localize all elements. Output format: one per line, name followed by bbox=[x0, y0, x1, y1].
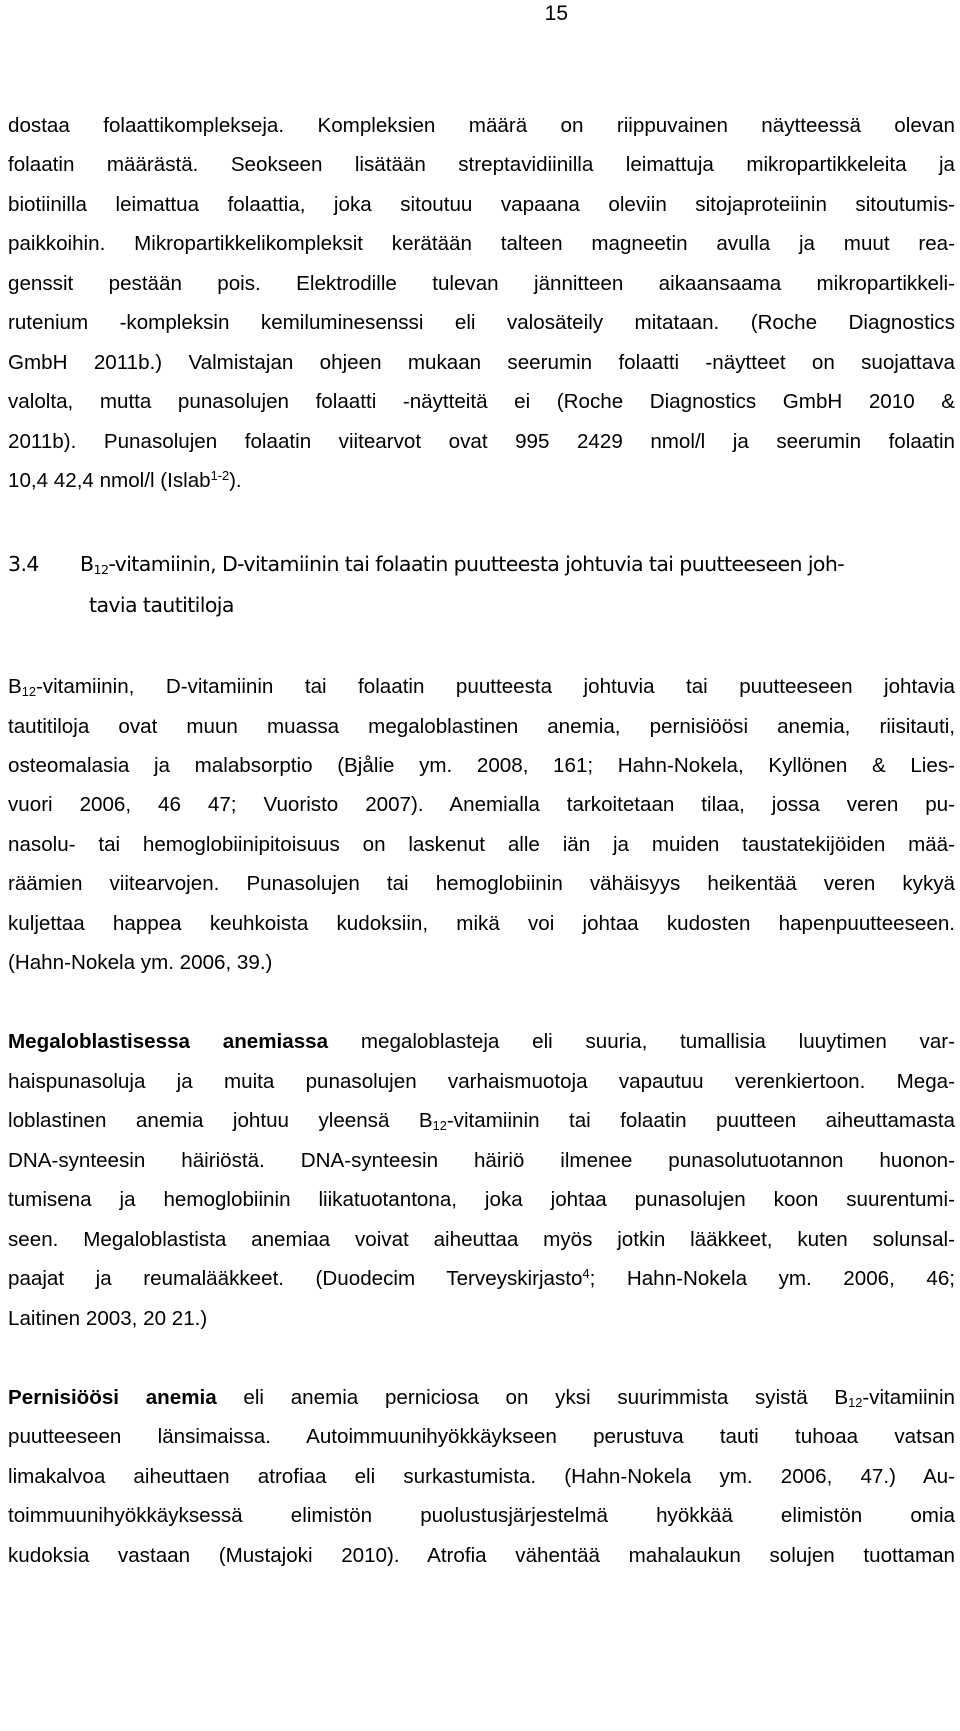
text-line: kuljettaa happea keuhkoista kudoksiin, mikä voi johtaa kudosten hapenpuutteeseen. bbox=[8, 912, 955, 935]
text-line: valolta, mutta punasolujen folaatti -näytteitä ei (Roche Diagnostics GmbH 2010 & bbox=[8, 390, 955, 413]
text-line: kudoksia vastaan (Mustajoki 2010). Atrofia vähentää mahalaukun solujen tuottaman bbox=[8, 1544, 955, 1567]
text-line: nasolu- tai hemoglobiinipitoisuus on laskenut alle iän ja muiden taustatekijöiden mää- bbox=[8, 833, 955, 856]
text-line: osteomalasia ja malabsorptio (Bjålie ym. 2008, 161; Hahn-Nokela, Kyllönen & Lies- bbox=[8, 754, 955, 777]
text-line: haispunasoluja ja muita punasolujen varhaismuotoja vapautuu verenkiertoon. Mega- bbox=[8, 1070, 955, 1093]
text-line: DNA-synteesin häiriöstä. DNA-synteesin häiriö ilmenee punasolutuotannon huonon- bbox=[8, 1149, 955, 1172]
heading-title-line: $B_{12}$-vitamiinin, D-vitamiinin tai folaatin puutteesta johtuvia tai puutteeseen joh- bbox=[80, 552, 845, 578]
text-line: toimmuunihyökkäyksessä elimistön puolustusjärjestelmä hyökkää elimistön omia bbox=[8, 1504, 955, 1527]
text-line: biotiinilla leimattua folaattia, joka sitoutuu vapaana oleviin sitojaproteiinin sitoutumis- bbox=[8, 193, 955, 216]
text-line: dostaa folaattikompleksejа. Kompleksien määrä on riippuvainen näytteessä olevan bbox=[8, 114, 955, 137]
text-line: 10,4 42,4 nmol/l (Islab$^{1-2}$). bbox=[8, 467, 242, 492]
heading-number: 3.4 bbox=[8, 552, 39, 576]
text-line: $B_{12}$-vitamiinin, D-vitamiinin tai folaatin puutteesta johtuvia tai puutteeseen johtavia bbox=[8, 675, 955, 700]
text-line: tautitiloja ovat muun muassa megaloblastinen anemia, pernisiöösi anemia, riisitauti, bbox=[8, 715, 955, 738]
bold-term: Pernisiöösi anemia bbox=[8, 1386, 217, 1409]
text-line: Megaloblastisessa anemiassa megaloblasteja eli suuria, tumallisia luuytimen var- bbox=[8, 1030, 955, 1053]
bold-term: Megaloblastisessa anemiassa bbox=[8, 1030, 329, 1053]
text-line: folaatin määrästä. Seokseen lisätään streptavidiinilla leimattuja mikropartikkeleita ja bbox=[8, 153, 955, 176]
text-line: paikkoihin. Mikropartikkelikompleksit kerätään talteen magneetin avulla ja muut rea- bbox=[8, 232, 955, 255]
text-line: limakalvoa aiheuttaen atrofiaa eli surkastumista. (Hahn-Nokela ym. 2006, 47.) Au- bbox=[8, 1465, 955, 1488]
text-line: tumisena ja hemoglobiinin liikatuotantona, joka johtaa punasolujen koon suurentumi- bbox=[8, 1188, 955, 1211]
text-line: genssit pestään pois. Elektrodille tulevan jännitteen aikaansaama mikropartikkeli- bbox=[8, 272, 955, 295]
text-line: seen. Megaloblastista anemiaa voivat aiheuttaa myös jotkin lääkkeet, kuten solunsal- bbox=[8, 1228, 955, 1251]
text-line: rutenium -kompleksin kemiluminesenssi eli valosäteily mitataan. (Roche Diagnostics bbox=[8, 311, 955, 334]
text-line: 2011b). Punasolujen folaatin viitearvot ovat 995 2429 nmol/l ja seerumin folaatin bbox=[8, 430, 955, 453]
text-line: (Hahn-Nokela ym. 2006, 39.) bbox=[8, 951, 273, 974]
text-line: Laitinen 2003, 20 21.) bbox=[8, 1307, 208, 1330]
text-line: vuori 2006, 46 47; Vuoristo 2007). Anemialla tarkoitetaan tilaa, jossa veren pu- bbox=[8, 793, 955, 816]
text-line: GmbH 2011b.) Valmistajan ohjeen mukaan seerumin folaatti -näytteet on suojattava bbox=[8, 351, 955, 374]
text-line: paajat ja reumalääkkeet. (Duodecim Terveyskirjasto$^4$; Hahn-Nokela ym. 2006, 46; bbox=[8, 1265, 956, 1290]
text-line: loblastinen anemia johtuu yleensä $B_{12}$-vitamiinin tai folaatin puutteen aiheuttamasta bbox=[8, 1109, 955, 1134]
text-line: Pernisiöösi anemia eli anemia perniciosa on yksi suurimmista syistä $B_{12}$-vitamiinin bbox=[8, 1386, 956, 1411]
heading-title-line: tavia tautitiloja bbox=[89, 593, 234, 617]
text-line: puutteeseen länsimaissa. Autoimmuunihyökkäykseen perustuva tauti tuhoaa vatsan bbox=[8, 1425, 955, 1448]
text-line: räämien viitearvojen. Punasolujen tai hemoglobiinin vähäisyys heikentää veren kykyä bbox=[8, 872, 955, 895]
page-number: 15 bbox=[544, 2, 568, 25]
